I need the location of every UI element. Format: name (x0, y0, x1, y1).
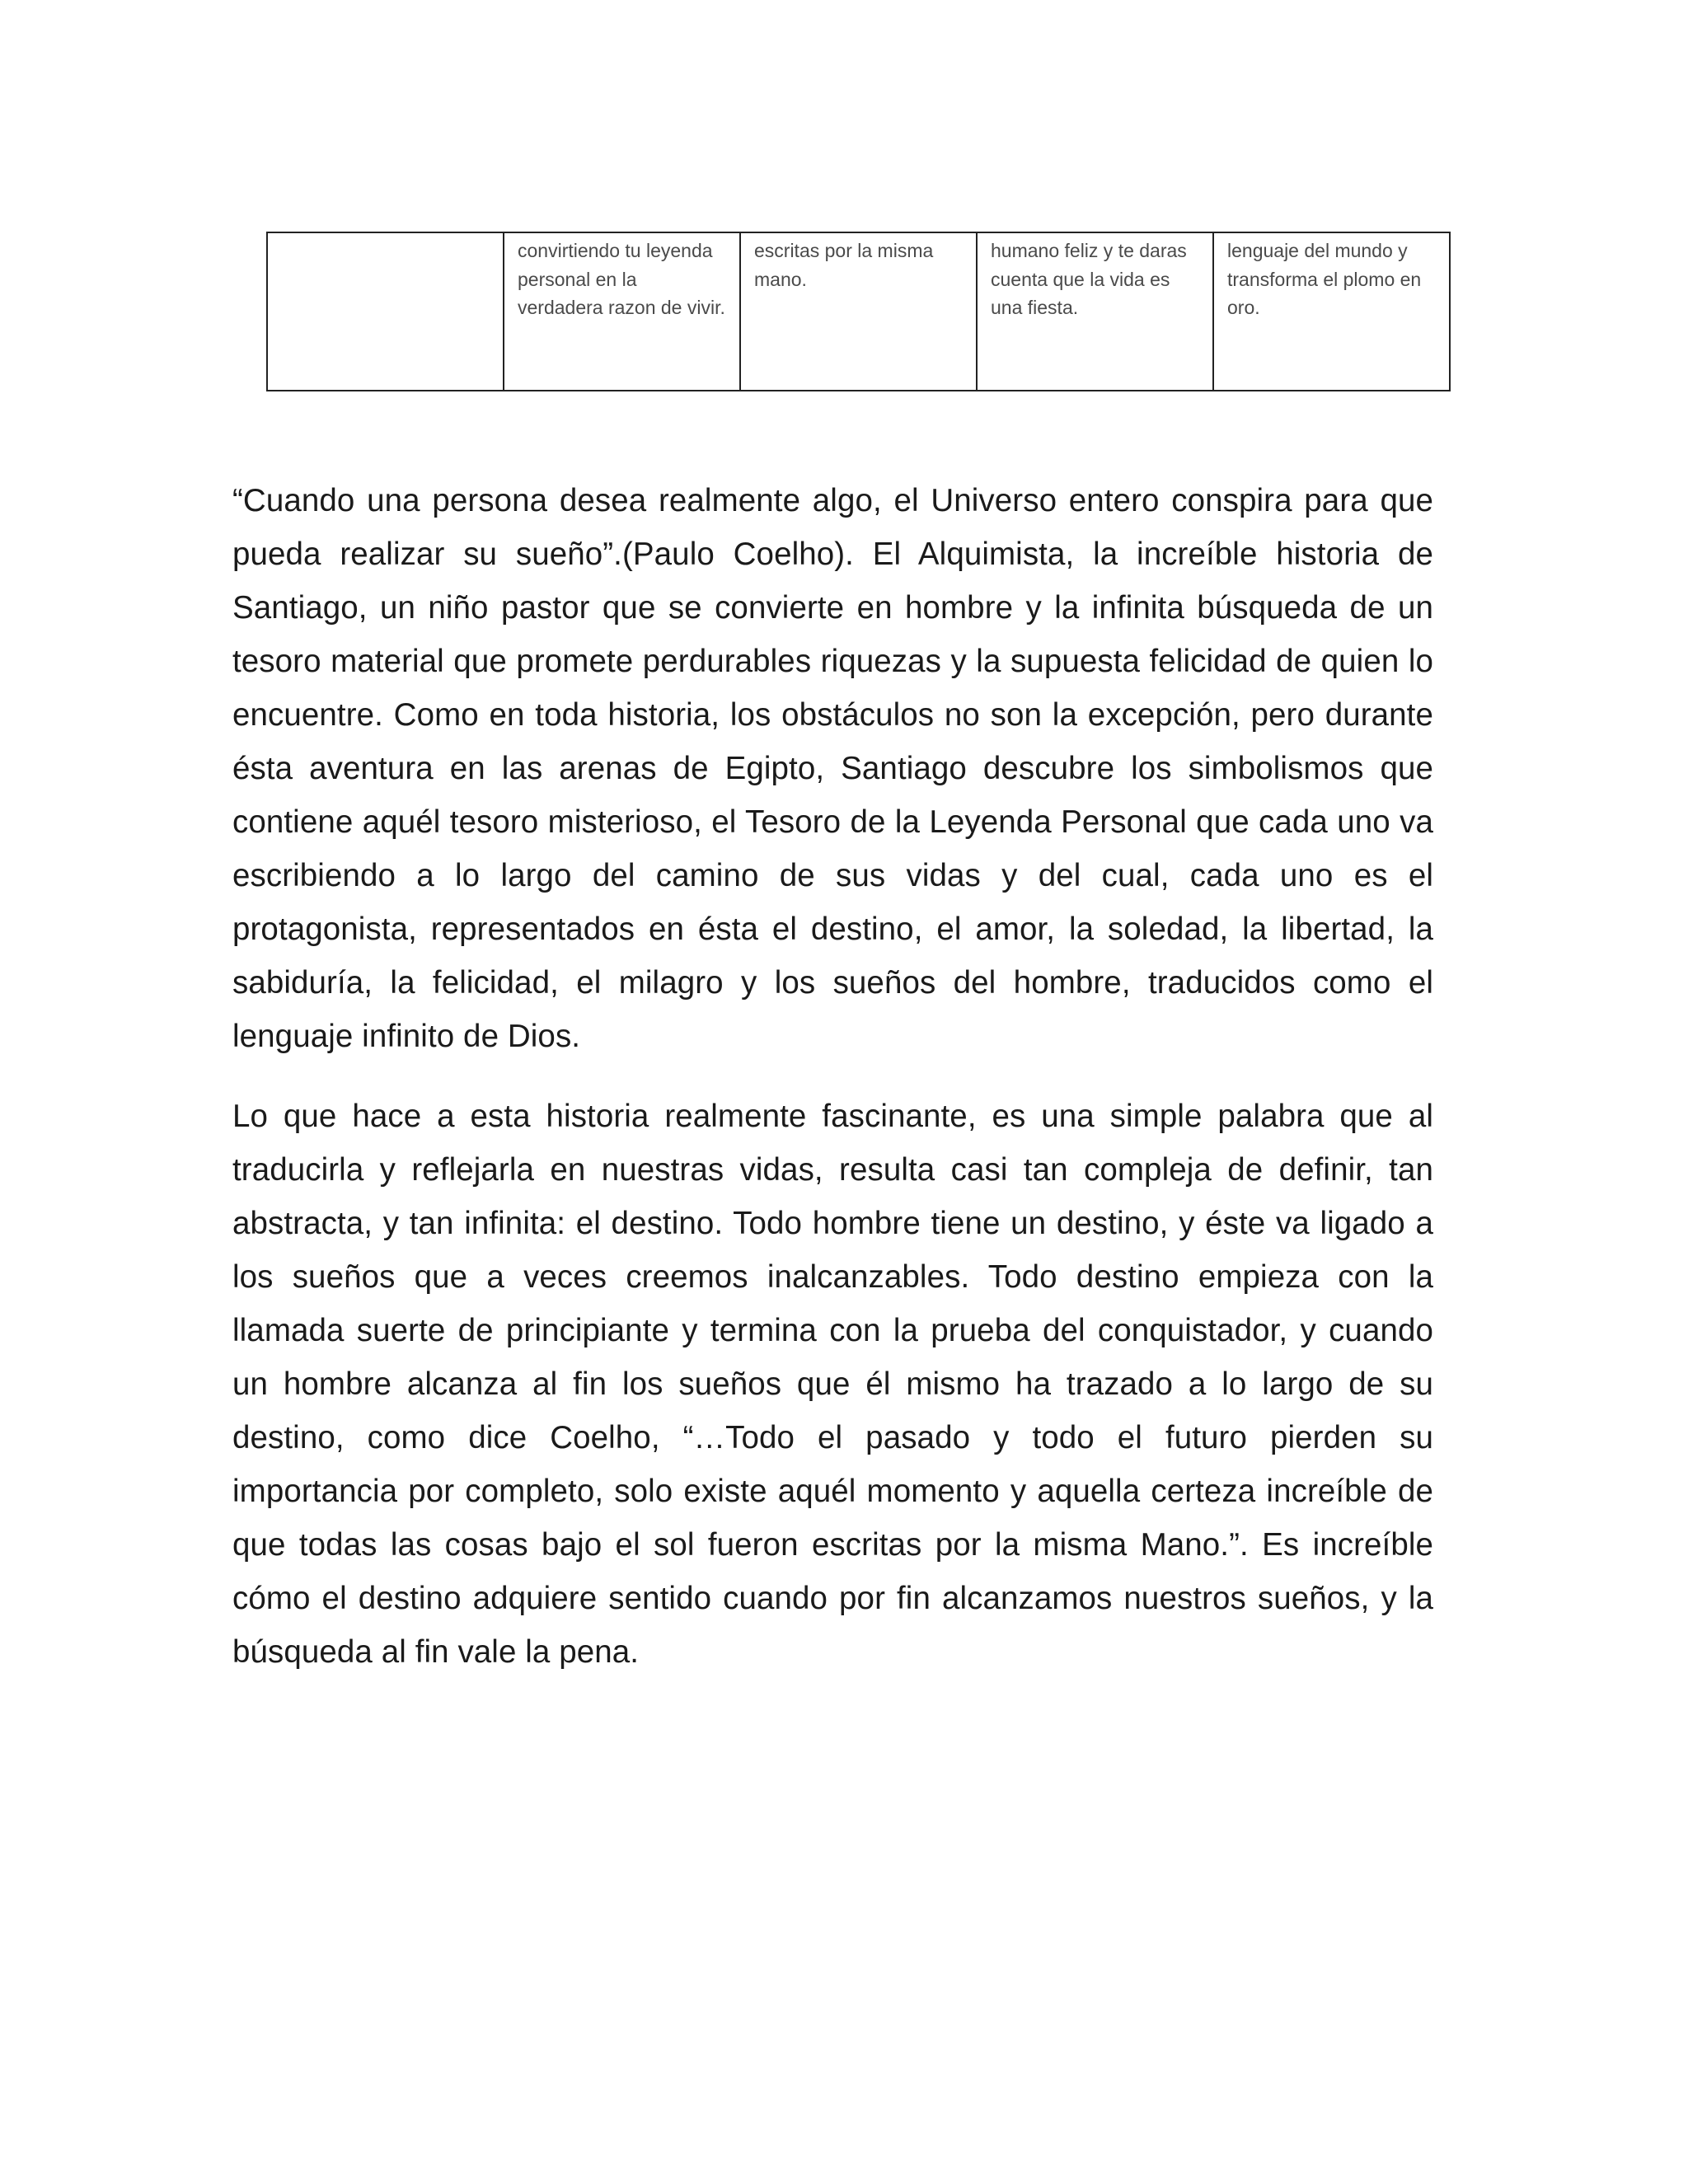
table-row (267, 232, 1450, 391)
paragraph-1: “Cuando una persona desea realmente algo, el Universo entero conspira para que pueda realizar su sueño”.(Paulo Coelho). El Alquimista, la increíble historia de Santiago, un niño pastor que se convierte en hombre y la infinita búsqueda de un tesoro material que promete perdurables riquezas y la supuesta felicidad de quien lo encuentre. Como en toda historia, los obstáculos no son la excepción, pero durante ésta aventura en las arenas de Egipto, Santiago descubre los simbolismos que contiene aquél tesoro misterioso, el Tesoro de la Leyenda Personal que cada uno va escribiendo a lo largo del camino de sus vidas y del cual, cada uno es el protagonista, representados en ésta el destino, el amor, la soledad, la libertad, la sabiduría, la felicidad, el milagro y los sueños del hombre, traducidos como el lenguaje infinito de Dios. (232, 483, 1433, 1054)
table-cell: lenguaje del mundo y transforma el plomo en oro. (1213, 232, 1450, 391)
table-cell: humano feliz y te daras cuenta que la vida es una fiesta. (977, 232, 1213, 391)
table-cell: escritas por la misma mano. (740, 232, 977, 391)
continuation-table-wrapper (266, 232, 1451, 391)
continuation-table (266, 232, 1451, 391)
essay-body (232, 474, 1433, 1705)
table-cell-empty (267, 232, 504, 391)
paragraph-2: Lo que hace a esta historia realmente fascinante, es una simple palabra que al traducirla y reflejarla en nuestras vidas, resulta casi tan compleja de definir, tan abstracta, y tan infinita: el destino. Todo hombre tiene un destino, y éste va ligado a los sueños que a veces creemos inalcanzables. Todo destino empieza con la llamada suerte de principiante y termina con la prueba del conquistador, y cuando un hombre alcanza al fin los sueños que él mismo ha trazado a lo largo de su destino, como dice Coelho, “…Todo el pasado y todo el futuro pierden su importancia por completo, solo existe aquél momento y aquella certeza increíble de que todas las cosas bajo el sol fueron escritas por la misma Mano.”. Es increíble cómo el destino adquiere sentido cuando por fin alcanzamos nuestros sueños, y la búsqueda al fin vale la pena. (232, 1099, 1433, 1670)
table-cell: convirtiendo tu leyenda personal en la verdadera razon de vivir. (504, 232, 740, 391)
